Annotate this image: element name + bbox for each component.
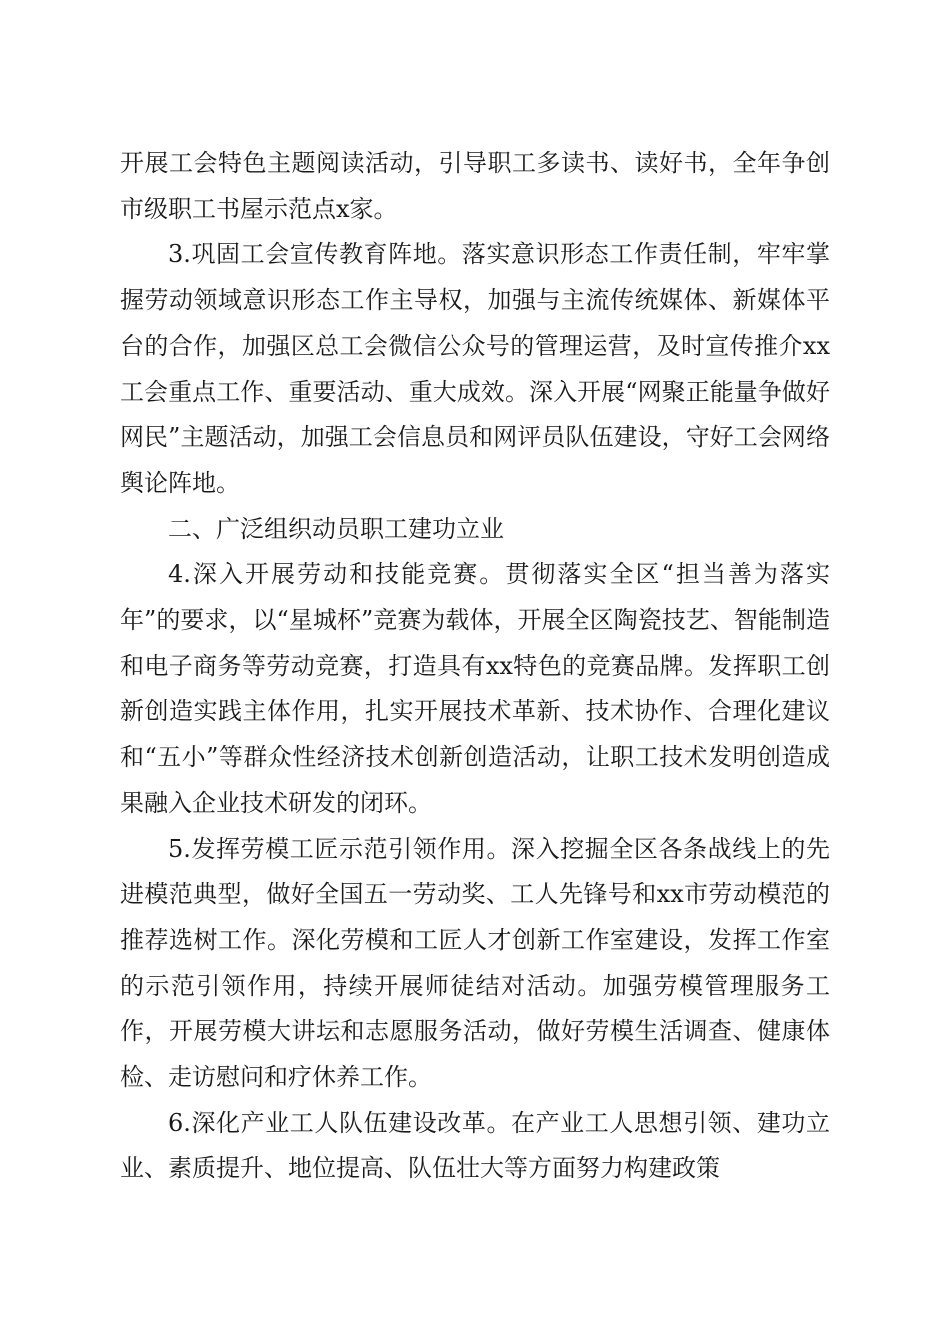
paragraph-publicity-position: 3.巩固工会宣传教育阵地。落实意识形态工作责任制，牢牢掌握劳动领域意识形态工作主导权，加强与主流传统媒体、新媒体平台的合作，加强区总工会微信公众号的管理运营，及时宣传推介xx工会重点工作、重要活动、重大成效。深入开展“网聚正能量争做好网民”主题活动，加强工会信息员和网评员队伍建设，守好工会网络舆论阵地。 [120, 240, 830, 497]
paragraph-model-workers: 5.发挥劳模工匠示范引领作用。深入挖掘全区各条战线上的先进模范典型，做好全国五一劳动奖、工人先锋号和xx市劳动模范的推荐选树工作。深化劳模和工匠人才创新工作室建设，发挥工作室的示范引领作用，持续开展师徒结对活动。加强劳模管理服务工作，开展劳模大讲坛和志愿服务活动，做好劳模生活调查、健康体检、走访慰问和疗休养工作。 [120, 834, 830, 1092]
paragraph-labor-competition: 4.深入开展劳动和技能竞赛。贯彻落实全区“担当善为落实年”的要求，以“星城杯”竞赛为载体，开展全区陶瓷技艺、智能制造和电子商务等劳动竞赛，打造具有xx特色的竞赛品牌。发挥职工创新创造实践主体作用，扎实开展技术革新、技术协作、合理化建议和“五小”等群众性经济技术创新创造活动，让职工技术发明创造成果融入企业技术研发的闭环。 [120, 560, 830, 817]
document-body [120, 141, 830, 1192]
paragraph-reading-activity: 开展工会特色主题阅读活动，引导职工多读书、读好书，全年争创市级职工书屋示范点x家。 [120, 149, 830, 223]
section-heading: 二、广泛组织动员职工建功立业 [168, 514, 504, 543]
paragraph-industrial-reform: 6.深化产业工人队伍建设改革。在产业工人思想引领、建功立业、素质提升、地位提高、队伍壮大等方面努力构建政策 [120, 1108, 830, 1183]
